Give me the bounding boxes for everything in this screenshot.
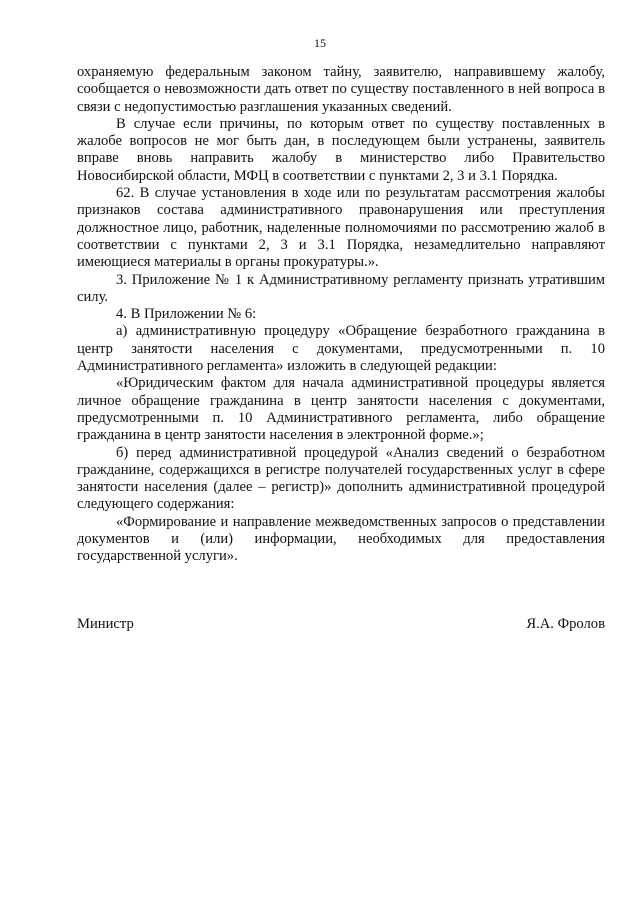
paragraph-subitem-a: а) административную процедуру «Обращение безработного гражданина в центр занятости населения с документами, предусмотренными п. 10 Административного регламента» изложить в следующей редакции:	[77, 323, 605, 375]
signatory-name: Я.А. Фролов	[526, 616, 605, 632]
paragraph-quote-requests: «Формирование и направление межведомственных запросов о представлении документов и (или) информации, необходимых для предоставления государственной услуги».	[77, 513, 605, 565]
page-number: 15	[314, 36, 326, 50]
paragraph-item-62: 62. В случае установления в ходе или по результатам рассмотрения жалобы признаков состава административного правонарушения или преступления должностное лицо, работник, наделенные полномочиями по рассмотрению жалоб в соответствии с пунктами 2, 3 и 3.1 Порядка, незамедлительно направляют имеющиеся материалы в органы прокуратуры.».	[77, 185, 605, 271]
paragraph-continuation: охраняемую федеральным законом тайну, заявителю, направившему жалобу, сообщается о невозможности дать ответ по существу поставленного в ней вопроса в связи с недопустимостью разглашения указанных сведений.	[77, 64, 605, 115]
document-body	[77, 64, 605, 566]
paragraph-reappeal: В случае если причины, по которым ответ по существу поставленных в жалобе вопросов не мог быть дан, в последующем были устранены, заявитель вправе вновь направить жалобу в министерство либо Правительство Новосибирской области, МФЦ в соответствии с пунктами 2, 3 и 3.1 Порядка.	[77, 115, 605, 184]
signatory-title: Министр	[77, 616, 134, 632]
paragraph-item-3: 3. Приложение № 1 к Административному регламенту признать утратившим силу.	[77, 271, 605, 305]
paragraph-item-4: 4. В Приложении № 6:	[116, 306, 257, 323]
paragraph-quote-legal-fact: «Юридическим фактом для начала административной процедуры является личное обращение гражданина в центр занятости населения с документами, предусмотренными п. 10 Административного регламента, либо обращение гражданина в центр занятости населения в электронной форме.»;	[77, 375, 605, 444]
paragraph-subitem-b: б) перед административной процедурой «Анализ сведений о безработном гражданине, содержащихся в регистре получателей государственных услуг в сфере занятости населения (далее – регистр)» дополнить административной процедурой следующего содержания:	[77, 444, 605, 513]
